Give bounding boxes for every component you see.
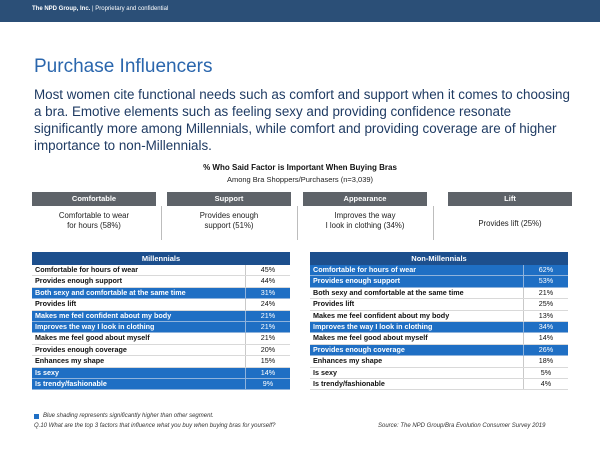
category-desc-line: Improves the way (334, 211, 396, 220)
row-value: 45% (260, 265, 276, 274)
row-label: Provides lift (310, 299, 524, 309)
category-header-appearance: Appearance (303, 192, 427, 206)
row-label: Is trendy/fashionable (32, 379, 246, 389)
category-desc-line: Comfortable to wear (58, 211, 130, 220)
row-value: 26% (538, 344, 554, 354)
millennials-table (32, 252, 290, 390)
table-row (32, 265, 290, 276)
table-row (310, 311, 568, 322)
category-desc-appearance (303, 211, 427, 231)
legend-text: Blue shading represents significantly higher than other segment. (43, 413, 214, 419)
category-divider (161, 206, 162, 240)
row-value: 24% (260, 299, 276, 309)
row-label: Is sexy (32, 368, 246, 378)
category-desc-line: I look in clothing (34%) (325, 221, 405, 230)
table-row (310, 345, 568, 356)
table-row (310, 379, 568, 390)
non-millennials-table (310, 252, 568, 390)
row-value: 25% (538, 299, 554, 309)
table-row (32, 333, 290, 344)
category-desc-line: Provides lift (25%) (478, 219, 542, 228)
header-text (32, 6, 168, 12)
table-row (310, 333, 568, 344)
table-row (32, 368, 290, 379)
row-value: 15% (260, 356, 276, 366)
row-label: Provides enough coverage (32, 345, 246, 355)
row-value: 34% (538, 321, 554, 331)
category-header-lift: Lift (448, 192, 572, 206)
legend-swatch (34, 414, 39, 419)
row-value: 18% (538, 356, 554, 366)
legend (34, 413, 214, 419)
row-value: 21% (260, 310, 276, 320)
category-desc-line: Provides enough (199, 211, 259, 220)
category-desc-support (167, 211, 291, 231)
confidentiality-note: Proprietary and confidential (95, 6, 169, 12)
row-value: 4% (540, 378, 552, 388)
row-label: Provides enough coverage (310, 345, 524, 355)
row-label: Provides enough support (32, 276, 246, 286)
millennials-table-header: Millennials (32, 252, 290, 265)
row-value: 20% (260, 344, 276, 354)
row-label: Enhances my shape (32, 356, 246, 366)
row-label: Provides lift (32, 299, 246, 309)
row-label: Makes me feel good about myself (310, 333, 524, 343)
row-value: 14% (538, 333, 554, 343)
row-label: Makes me feel good about myself (32, 333, 246, 343)
survey-question: Q.10 What are the top 3 factors that influence what you buy when buying bras for yourself? (34, 423, 276, 429)
table-row (32, 379, 290, 390)
row-label: Both sexy and comfortable at the same time (310, 288, 524, 298)
row-label: Makes me feel confident about my body (32, 311, 246, 321)
table-row (32, 345, 290, 356)
row-value: 21% (538, 287, 554, 297)
row-value: 9% (262, 378, 274, 388)
row-value: 14% (260, 367, 276, 377)
table-row (32, 288, 290, 299)
company-name: The NPD Group, Inc. (32, 6, 91, 12)
row-label: Comfortable for hours of wear (32, 265, 246, 275)
category-header-support: Support (167, 192, 291, 206)
row-value: 5% (540, 367, 552, 377)
row-value: 21% (260, 333, 276, 343)
table-row (32, 356, 290, 367)
table-row (32, 276, 290, 287)
table-row (310, 322, 568, 333)
row-label: Enhances my shape (310, 356, 524, 366)
source-note: Source: The NPD Group/Bra Evolution Consumer Survey 2019 (378, 423, 546, 429)
row-label: Provides enough support (310, 276, 524, 286)
table-row (310, 299, 568, 310)
row-label: Both sexy and comfortable at the same time (32, 288, 246, 298)
chart-title: % Who Said Factor is Important When Buying Bras (203, 163, 397, 172)
table-row (310, 288, 568, 299)
non-millennials-table-header: Non-Millennials (310, 252, 568, 265)
row-label: Comfortable for hours of wear (310, 265, 524, 275)
category-divider (297, 206, 298, 240)
row-value: 21% (260, 321, 276, 331)
table-row (32, 322, 290, 333)
header-bar (0, 0, 600, 22)
row-label: Improves the way I look in clothing (32, 322, 246, 332)
row-label: Is trendy/fashionable (310, 379, 524, 389)
row-label: Is sexy (310, 368, 524, 378)
table-row (310, 276, 568, 287)
slide-title: Purchase Influencers (34, 56, 213, 77)
category-header-comfortable: Comfortable (32, 192, 156, 206)
category-desc-lift (448, 219, 572, 229)
row-value: 13% (538, 310, 554, 320)
row-value: 53% (538, 276, 554, 286)
category-desc-line: for hours (58%) (67, 221, 121, 230)
slide-intro: Most women cite functional needs such as comfort and support when it comes to choosing a bra. Emotive elements such as feeling sexy and providing confidence resonate significantly more among Millennials, while comfort and providing coverage are of higher importance to non-Millennials. (34, 87, 570, 153)
category-desc-line: support (51%) (204, 221, 254, 230)
category-desc-comfortable (32, 211, 156, 231)
non-millennials-table-body (310, 265, 568, 390)
row-value: 62% (538, 265, 554, 274)
row-label: Makes me feel confident about my body (310, 311, 524, 321)
millennials-table-body (32, 265, 290, 390)
category-divider (433, 206, 434, 240)
row-value: 31% (260, 287, 276, 297)
table-row (310, 356, 568, 367)
table-row (310, 368, 568, 379)
header-separator: | (92, 6, 94, 12)
row-value: 44% (260, 276, 276, 286)
table-row (32, 311, 290, 322)
row-label: Improves the way I look in clothing (310, 322, 524, 332)
table-row (310, 265, 568, 276)
chart-subtitle: Among Bra Shoppers/Purchasers (n=3,039) (226, 175, 374, 184)
table-row (32, 299, 290, 310)
